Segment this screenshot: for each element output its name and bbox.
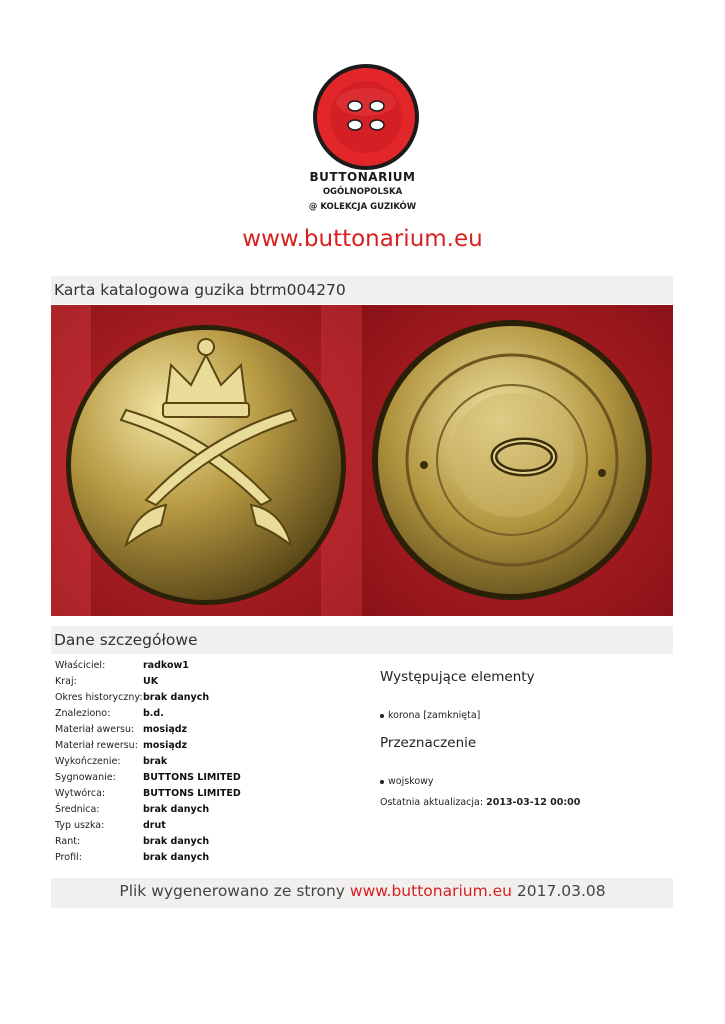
button-obverse-crown-swords-icon bbox=[51, 305, 362, 616]
detail-value: brak danych bbox=[143, 692, 210, 703]
details-table bbox=[55, 658, 241, 866]
table-row bbox=[55, 706, 241, 722]
element-item: korona [zamknięta] bbox=[388, 710, 481, 721]
brand-subtitle-2: @ KOLEKCJA GUZIKÓW bbox=[308, 202, 417, 212]
detail-value: BUTTONS LIMITED bbox=[143, 772, 241, 783]
site-url-link[interactable]: www.buttonarium.eu bbox=[242, 226, 483, 252]
footer-url-link[interactable]: www.buttonarium.eu bbox=[349, 882, 512, 900]
purpose-heading: Przeznaczenie bbox=[380, 735, 477, 751]
last-update bbox=[380, 797, 580, 808]
detail-key: Wytwórca: bbox=[55, 788, 106, 799]
table-row bbox=[55, 722, 241, 738]
table-row bbox=[55, 802, 241, 818]
table-row bbox=[55, 738, 241, 754]
last-update-label: Ostatnia aktualizacja: bbox=[380, 797, 484, 808]
list-item bbox=[380, 776, 434, 787]
detail-value: brak danych bbox=[143, 852, 210, 863]
detail-key: Znaleziono: bbox=[55, 708, 111, 719]
table-row bbox=[55, 818, 241, 834]
detail-key: Okres historyczny: bbox=[55, 692, 143, 703]
detail-value: UK bbox=[143, 676, 159, 687]
detail-key: Właściciel: bbox=[55, 660, 106, 671]
detail-value: brak bbox=[143, 756, 168, 767]
bullet-icon bbox=[380, 780, 384, 784]
card-title: Karta katalogowa guzika btrm004270 bbox=[54, 281, 346, 299]
last-update-value: 2013-03-12 00:00 bbox=[486, 797, 581, 808]
table-row bbox=[55, 850, 241, 866]
detail-key: Rant: bbox=[55, 836, 81, 847]
table-row bbox=[55, 770, 241, 786]
detail-value: b.d. bbox=[143, 708, 164, 719]
footer-prefix: Plik wygenerowano ze strony bbox=[119, 882, 345, 900]
buttonarium-logo-icon bbox=[311, 62, 421, 172]
detail-key: Materiał awersu: bbox=[55, 724, 135, 735]
elements-heading: Występujące elementy bbox=[380, 669, 535, 685]
detail-value: BUTTONS LIMITED bbox=[143, 788, 241, 799]
table-row bbox=[55, 754, 241, 770]
brand-name: BUTTONARIUM bbox=[309, 170, 416, 184]
detail-key: Wykończenie: bbox=[55, 756, 121, 767]
detail-value: drut bbox=[143, 820, 166, 831]
brand-subtitle-1: OGÓLNOPOLSKA bbox=[322, 187, 403, 197]
detail-value: radkow1 bbox=[143, 660, 189, 671]
table-row bbox=[55, 834, 241, 850]
footer-date: 2017.03.08 bbox=[516, 882, 606, 900]
purpose-item: wojskowy bbox=[388, 776, 434, 787]
detail-key: Kraj: bbox=[55, 676, 77, 687]
detail-key: Typ uszka: bbox=[55, 820, 105, 831]
detail-key: Materiał rewersu: bbox=[55, 740, 138, 751]
detail-value: mosiądz bbox=[143, 724, 188, 735]
detail-value: brak danych bbox=[143, 836, 210, 847]
detail-value: brak danych bbox=[143, 804, 210, 815]
detail-value: mosiądz bbox=[143, 740, 188, 751]
table-row bbox=[55, 786, 241, 802]
details-section-title: Dane szczegółowe bbox=[54, 631, 198, 649]
list-item bbox=[380, 710, 480, 721]
button-reverse-buttons-limited-icon bbox=[362, 305, 673, 616]
table-row bbox=[55, 658, 241, 674]
footer bbox=[0, 882, 725, 900]
detail-key: Średnica: bbox=[55, 804, 100, 815]
detail-key: Profil: bbox=[55, 852, 82, 863]
detail-key: Sygnowanie: bbox=[55, 772, 116, 783]
table-row bbox=[55, 690, 241, 706]
bullet-icon bbox=[380, 714, 384, 718]
table-row bbox=[55, 674, 241, 690]
